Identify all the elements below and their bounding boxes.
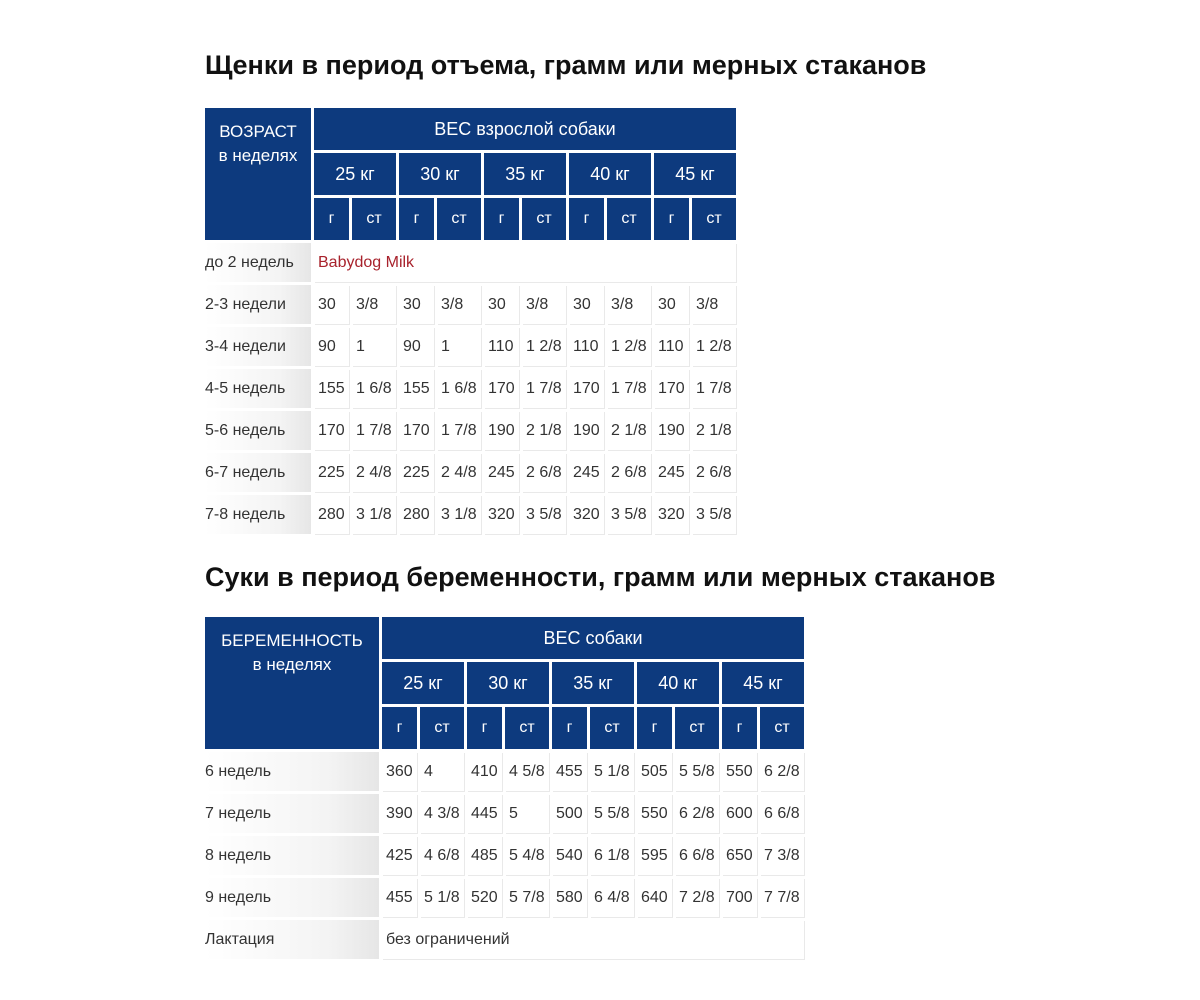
unit-header-cups: ст [675,707,719,749]
cups-value-cell: 4 6/8 [420,836,464,875]
row-label: 7-8 недель [205,495,311,534]
grams-value-cell: 245 [484,453,519,492]
table-row [205,752,804,791]
grams-value-cell: 360 [382,752,417,791]
cups-value-cell: 1 7/8 [352,411,396,450]
grams-value-cell: 170 [484,369,519,408]
table-row [205,327,736,366]
unit-header-grams: г [722,707,757,749]
cups-value-cell: 1 6/8 [437,369,481,408]
grams-value-cell: 505 [637,752,672,791]
cups-value-cell: 5 5/8 [590,794,634,833]
grams-value-cell: 245 [654,453,689,492]
grams-value-cell: 320 [654,495,689,534]
grams-value-cell: 580 [552,878,587,917]
row-label: 2-3 недели [205,285,311,324]
cups-value-cell: 7 2/8 [675,878,719,917]
cups-value-cell: 1 [352,327,396,366]
cups-value-cell: 5 1/8 [590,752,634,791]
cups-value-cell: 3 5/8 [522,495,566,534]
cups-value-cell: 2 1/8 [692,411,736,450]
age-header-line1: ВОЗРАСТ [219,122,297,141]
cups-value-cell: 5 [505,794,549,833]
unit-header-cups: ст [590,707,634,749]
cups-value-cell: 3/8 [692,285,736,324]
unit-header-cups: ст [505,707,549,749]
table-row [205,878,804,917]
row-label: до 2 недель [205,243,311,282]
cups-value-cell: 1 2/8 [692,327,736,366]
unit-header-grams: г [399,198,434,240]
cups-value-cell: 7 7/8 [760,878,804,917]
cups-value-cell: 3/8 [522,285,566,324]
grams-value-cell: 30 [654,285,689,324]
cups-value-cell: 3/8 [352,285,396,324]
cups-value-cell: 6 1/8 [590,836,634,875]
grams-value-cell: 600 [722,794,757,833]
unit-header-grams: г [637,707,672,749]
lactation-value-cell: без ограничений [382,920,804,959]
unit-header-cups: ст [352,198,396,240]
adult-weight-group-header: ВЕС взрослой собаки [314,108,736,150]
cups-value-cell: 5 1/8 [420,878,464,917]
pregnancy-title: Суки в период беременности, грамм или мерных стаканов [205,562,996,592]
unit-header-grams: г [552,707,587,749]
table-row [205,836,804,875]
age-column-header [205,108,311,240]
unit-header-grams: г [569,198,604,240]
pregnancy-header-line2: в неделях [252,655,332,674]
unit-header-cups: ст [522,198,566,240]
unit-header-grams: г [654,198,689,240]
unit-header-cups: ст [760,707,804,749]
unit-header-cups: ст [692,198,736,240]
grams-value-cell: 280 [314,495,349,534]
dog-weight-group-header: ВЕС собаки [382,617,804,659]
cups-value-cell: 3 5/8 [692,495,736,534]
table-row [205,411,736,450]
cups-value-cell: 2 1/8 [607,411,651,450]
grams-value-cell: 155 [314,369,349,408]
pregnancy-feeding-table [202,614,807,962]
cups-value-cell: 2 6/8 [692,453,736,492]
unit-header-cups: ст [607,198,651,240]
weight-header-35: 35 кг [552,662,634,704]
unit-header-grams: г [382,707,417,749]
grams-value-cell: 550 [637,794,672,833]
grams-value-cell: 425 [382,836,417,875]
weight-header-25: 25 кг [314,153,396,195]
table-row [205,794,804,833]
grams-value-cell: 190 [569,411,604,450]
unit-header-grams: г [484,198,519,240]
cups-value-cell: 2 4/8 [352,453,396,492]
table-row [205,369,736,408]
cups-value-cell: 1 7/8 [607,369,651,408]
babydog-milk-cell: Babydog Milk [314,243,736,282]
grams-value-cell: 225 [399,453,434,492]
cups-value-cell: 3 1/8 [437,495,481,534]
grams-value-cell: 155 [399,369,434,408]
grams-value-cell: 190 [654,411,689,450]
grams-value-cell: 320 [569,495,604,534]
grams-value-cell: 650 [722,836,757,875]
cups-value-cell: 1 7/8 [522,369,566,408]
grams-value-cell: 90 [399,327,434,366]
grams-value-cell: 445 [467,794,502,833]
row-label: 5-6 недель [205,411,311,450]
table-row [205,453,736,492]
table-row [205,243,736,282]
grams-value-cell: 640 [637,878,672,917]
weight-header-40: 40 кг [569,153,651,195]
cups-value-cell: 1 2/8 [607,327,651,366]
weight-header-25: 25 кг [382,662,464,704]
unit-header-grams: г [467,707,502,749]
weight-header-45: 45 кг [654,153,736,195]
row-label: 8 недель [205,836,379,875]
grams-value-cell: 30 [399,285,434,324]
grams-value-cell: 280 [399,495,434,534]
weight-header-45: 45 кг [722,662,804,704]
grams-value-cell: 320 [484,495,519,534]
grams-value-cell: 170 [314,411,349,450]
row-label: Лактация [205,920,379,959]
cups-value-cell: 3 1/8 [352,495,396,534]
cups-value-cell: 4 3/8 [420,794,464,833]
cups-value-cell: 6 6/8 [675,836,719,875]
row-label: 9 недель [205,878,379,917]
grams-value-cell: 550 [722,752,757,791]
row-label: 3-4 недели [205,327,311,366]
age-header-line2: в неделях [218,146,298,165]
grams-value-cell: 390 [382,794,417,833]
weight-header-35: 35 кг [484,153,566,195]
weight-header-40: 40 кг [637,662,719,704]
grams-value-cell: 455 [382,878,417,917]
grams-value-cell: 455 [552,752,587,791]
grams-value-cell: 170 [399,411,434,450]
cups-value-cell: 5 4/8 [505,836,549,875]
table-row [205,495,736,534]
cups-value-cell: 2 6/8 [607,453,651,492]
cups-value-cell: 6 2/8 [675,794,719,833]
row-label: 4-5 недель [205,369,311,408]
grams-value-cell: 90 [314,327,349,366]
unit-header-cups: ст [420,707,464,749]
grams-value-cell: 595 [637,836,672,875]
cups-value-cell: 3 5/8 [607,495,651,534]
pregnancy-header-line1: БЕРЕМЕННОСТЬ [221,631,363,650]
grams-value-cell: 410 [467,752,502,791]
grams-value-cell: 110 [654,327,689,366]
grams-value-cell: 170 [569,369,604,408]
table-row [205,285,736,324]
row-label: 6-7 недель [205,453,311,492]
cups-value-cell: 1 6/8 [352,369,396,408]
cups-value-cell: 1 [437,327,481,366]
row-label: 7 недель [205,794,379,833]
cups-value-cell: 4 5/8 [505,752,549,791]
cups-value-cell: 6 2/8 [760,752,804,791]
cups-value-cell: 1 7/8 [692,369,736,408]
cups-value-cell: 2 1/8 [522,411,566,450]
cups-value-cell: 2 6/8 [522,453,566,492]
grams-value-cell: 190 [484,411,519,450]
unit-header-grams: г [314,198,349,240]
unit-header-cups: ст [437,198,481,240]
grams-value-cell: 485 [467,836,502,875]
puppies-title: Щенки в период отъема, грамм или мерных стаканов [205,50,927,80]
puppies-feeding-table [202,105,739,537]
cups-value-cell: 4 [420,752,464,791]
cups-value-cell: 5 7/8 [505,878,549,917]
cups-value-cell: 1 7/8 [437,411,481,450]
grams-value-cell: 700 [722,878,757,917]
pregnancy-column-header [205,617,379,749]
grams-value-cell: 500 [552,794,587,833]
cups-value-cell: 5 5/8 [675,752,719,791]
cups-value-cell: 3/8 [437,285,481,324]
grams-value-cell: 110 [569,327,604,366]
table-row [205,920,804,959]
row-label: 6 недель [205,752,379,791]
grams-value-cell: 30 [314,285,349,324]
weight-header-30: 30 кг [399,153,481,195]
cups-value-cell: 7 3/8 [760,836,804,875]
grams-value-cell: 245 [569,453,604,492]
grams-value-cell: 30 [569,285,604,324]
grams-value-cell: 170 [654,369,689,408]
cups-value-cell: 6 6/8 [760,794,804,833]
cups-value-cell: 6 4/8 [590,878,634,917]
grams-value-cell: 540 [552,836,587,875]
cups-value-cell: 2 4/8 [437,453,481,492]
grams-value-cell: 110 [484,327,519,366]
cups-value-cell: 3/8 [607,285,651,324]
cups-value-cell: 1 2/8 [522,327,566,366]
weight-header-30: 30 кг [467,662,549,704]
grams-value-cell: 225 [314,453,349,492]
grams-value-cell: 30 [484,285,519,324]
grams-value-cell: 520 [467,878,502,917]
